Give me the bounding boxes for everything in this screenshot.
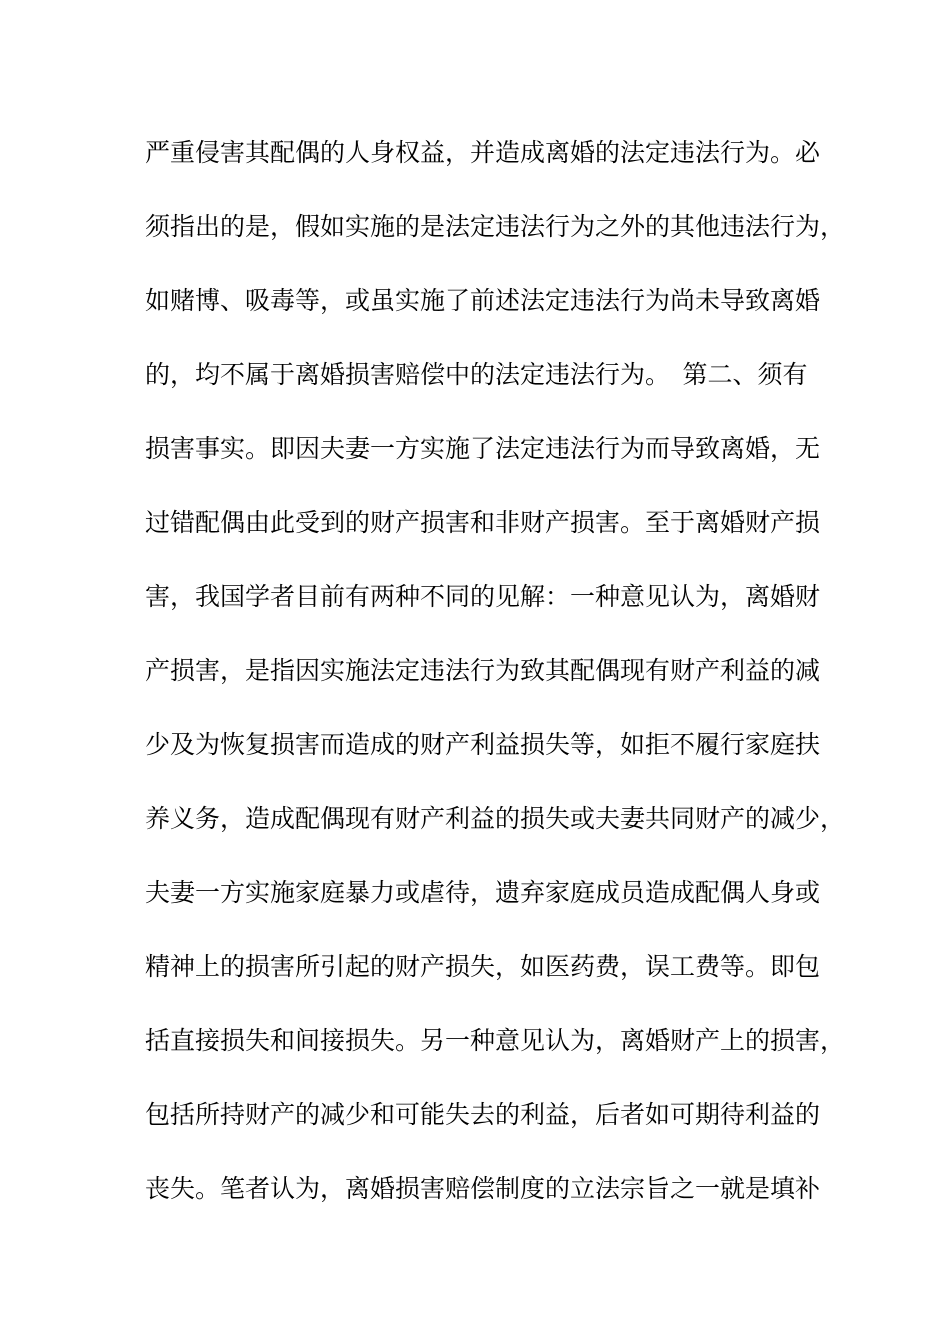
text-line: 过错配偶由此受到的财产损害和非财产损害。至于离婚财产损 [145,508,821,537]
text-line: 害，我国学者目前有两种不同的见解：一种意见认为，离婚财 [145,582,821,611]
text-line: 如赌博、吸毒等，或虽实施了前述法定违法行为尚未导致离婚 [145,286,821,315]
text-line: 精神上的损害所引起的财产损失，如医药费，误工费等。即包 [145,952,821,981]
body-text [145,130,846,1240]
text-line: 损害事实。即因夫妻一方实施了法定违法行为而导致离婚，无 [145,434,821,463]
text-line: 产损害，是指因实施法定违法行为致其配偶现有财产利益的减 [145,656,821,685]
text-line: 少及为恢复损害而造成的财产利益损失等，如拒不履行家庭扶 [145,730,821,759]
text-line: 须指出的是，假如实施的是法定违法行为之外的其他违法行为， [145,212,846,241]
text-line: 括直接损失和间接损失。另一种意见认为，离婚财产上的损害， [145,1026,846,1055]
text-line: 包括所持财产的减少和可能失去的利益，后者如可期待利益的 [145,1100,821,1129]
text-line: 的，均不属于离婚损害赔偿中的法定违法行为。 第二、须有 [145,360,808,389]
text-line: 丧失。笔者认为，离婚损害赔偿制度的立法宗旨之一就是填补 [145,1174,821,1203]
text-line: 夫妻一方实施家庭暴力或虐待，遗弃家庭成员造成配偶人身或 [145,878,821,907]
text-line: 严重侵害其配偶的人身权益，并造成离婚的法定违法行为。必 [145,138,821,167]
text-line: 养义务，造成配偶现有财产利益的损失或夫妻共同财产的减少， [145,804,846,833]
